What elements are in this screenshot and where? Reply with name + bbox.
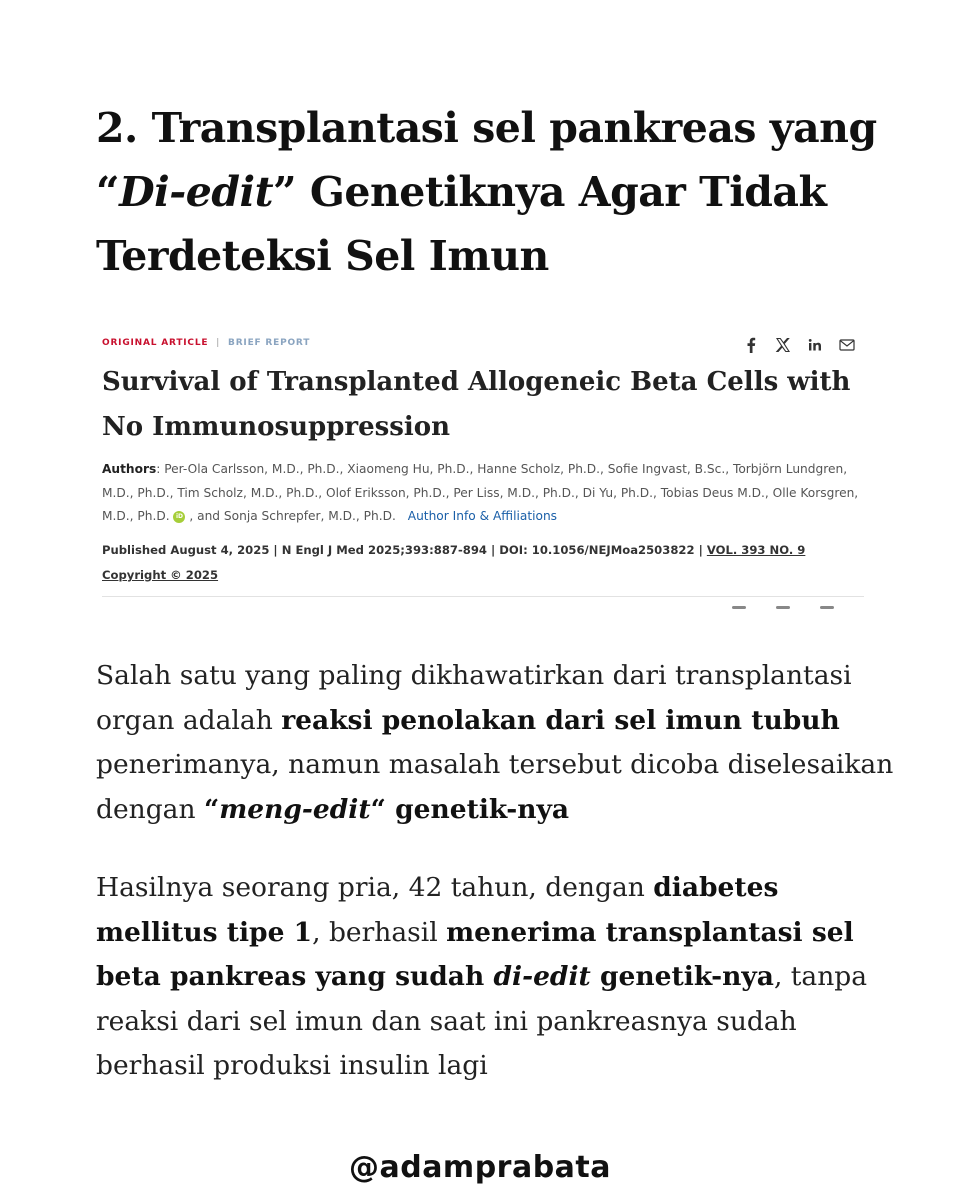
doi: DOI: 10.1056/NEJMoa2503822 [499,543,695,557]
headline-di-edit: Di-edit [119,168,274,216]
cropped-toolbar [732,606,834,609]
orcid-icon[interactable]: iD [173,511,185,523]
linkedin-icon[interactable] [806,336,824,354]
copyright-link[interactable]: Copyright © 2025 [102,568,219,582]
headline-line3: Terdeteksi Sel Imun [96,232,549,280]
publication-info: Published August 4, 2025 | N Engl J Med 2025;393:887-894 | DOI: 10.1056/NEJMoa2503822 | VOL. 393 NO. 9 Copyright © 2025 [102,543,806,582]
cropped-icon [732,606,746,609]
article-screenshot [102,330,864,610]
authors-tail: , and Sonja Schrepfer, M.D., Ph.D. [189,509,396,523]
divider [102,596,864,597]
tag-original-article[interactable]: ORIGINAL ARTICLE [102,338,209,348]
tag-separator: | [216,338,221,348]
volume-link[interactable]: VOL. 393 NO. 9 [706,543,806,557]
paragraph-1: Salah satu yang paling dikhawatirkan dari transplantasi organ adalah reaksi penolakan dari sel imun tubuh penerimanya, namun masalah tersebut dicoba diselesaikan dengan “meng-edit“ genetik-nya [96,660,894,825]
headline-line1: 2. Transplantasi sel pankreas yang [96,104,877,152]
email-icon[interactable] [838,336,856,354]
paragraph-2: Hasilnya seorang pria, 42 tahun, dengan diabetes mellitus tipe 1, berhasil menerima transplantasi sel beta pankreas yang sudah di-edit genetik-nya, tanpa reaksi dari sel imun dan saat ini pankreasnya sudah berhasil produksi insulin lagi [96,872,868,1081]
highlight-gene-edit: “meng-edit“ genetik-nya [203,793,570,825]
highlight-rejection: reaksi penolakan dari sel imun tubuh [281,704,840,736]
journal-citation: N Engl J Med 2025;393:887-894 [281,543,487,557]
cropped-icon [820,606,834,609]
author-affiliations-link[interactable]: Author Info & Affiliations [407,509,558,523]
published-date: Published August 4, 2025 [102,543,270,557]
tag-brief-report[interactable]: BRIEF REPORT [228,338,311,348]
author-handle: @adamprabata [348,1150,612,1185]
share-bar [742,336,856,354]
facebook-icon[interactable] [742,336,760,354]
cropped-icon [776,606,790,609]
headline-line2: ” Genetiknya Agar Tidak [273,168,827,216]
authors-label: Authors [102,462,157,476]
highlight-diabetes: diabetes mellitus tipe 1 [96,872,779,948]
authors-list [102,458,864,529]
authors-names: : Per-Ola Carlsson, M.D., Ph.D., Xiaomeng Hu, Ph.D., Hanne Scholz, Ph.D., Sofie Ingvast, B.Sc., Torbjörn Lundgren, M.D., Ph.D., Tim Scholz, M.D., Ph.D., Olof Eriksson, Ph.D., Per Liss, M.D., Ph.D., Di Yu, Ph.D., Tobias Deus M.D., Olle Korsgren, M.D., Ph.D. [102,462,859,523]
article-tags [102,338,310,348]
article-title: Survival of Transplanted Allogeneic Beta Cells with No Immunosuppression [102,367,851,442]
headline-quote-open: “ [96,168,120,216]
page-headline [96,96,896,288]
x-icon[interactable] [774,336,792,354]
highlight-transplant: menerima transplantasi sel beta pankreas yang sudah di-edit genetik-nya [96,916,854,992]
